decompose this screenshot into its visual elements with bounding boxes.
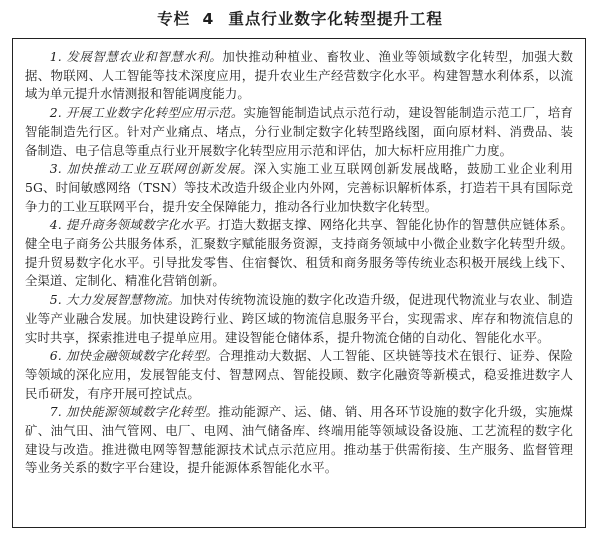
item-industry-demo bbox=[25, 104, 573, 160]
item-body: 实施智能制造试点示范行动，建设智能制造示范工厂，培育智能制造先行区。针对产业痛点、堵点，分行业制定数字化转型路线图，面向原材料、消费品、装备制造、电子信息等重点行业开展数字化转型应用示范和评估，加大标杆应用推广力度。 bbox=[25, 105, 573, 158]
item-agriculture-water bbox=[25, 48, 573, 104]
item-commerce bbox=[25, 216, 573, 291]
item-body: 推动能源产、运、储、销、用各环节设施的数字化升级，实施煤矿、油气田、油气管网、电厂、电网、油气储备库、终端用能等领域设备设施、工艺流程的数字化建设与改造。推进微电网等智慧能源技术试点示范应用。推动基于供需衔接、生产服务、监督管理等业务关系的数字平台建设，提升能源体系智能化水平。 bbox=[25, 404, 573, 476]
item-body: 加快对传统物流设施的数字化改造升级，促进现代物流业与农业、制造业等产业融合发展。加快建设跨行业、跨区域的物流信息服务平台，实现需求、库存和物流信息的实时共享，探索推进电子提单应用。建设智能仓储体系，提升物流仓储的自动化、智能化水平。 bbox=[25, 292, 573, 345]
item-finance bbox=[25, 347, 573, 403]
column-title-text: 重点行业数字化转型提升工程 bbox=[228, 10, 443, 28]
item-body: 加快推动种植业、畜牧业、渔业等领域数字化转型，加强大数据、物联网、人工智能等技术深度应用，提升农业生产经营数字化水平。构建智慧水利体系，以流域为单元提升水情测报和智能调度能力。 bbox=[25, 49, 574, 102]
item-heading: 3. 加快推动工业互联网创新发展。 bbox=[49, 161, 254, 177]
column-label: 专栏 4 bbox=[157, 10, 215, 28]
item-heading: 7. 加快能源领域数字化转型。 bbox=[49, 404, 219, 420]
item-heading: 5. 大力发展智慧物流。 bbox=[49, 292, 181, 308]
column-title bbox=[10, 8, 590, 32]
item-heading: 4. 提升商务领域数字化水平。 bbox=[49, 217, 219, 233]
item-energy bbox=[25, 403, 573, 478]
item-body: 深入实施工业互联网创新发展战略，鼓励工业企业利用 5G、时间敏感网络（TSN）等技术改造升级企业内外网，完善标识解析体系，打造若干具有国际竞争力的工业互联网平台，提升安全保障能力，推动各行业加快数字化转型。 bbox=[25, 161, 573, 214]
item-heading: 1. 发展智慧农业和智慧水利。 bbox=[49, 49, 223, 64]
item-industrial-internet bbox=[25, 160, 573, 216]
item-body: 打造大数据支撑、网络化共享、智能化协作的智慧供应链体系。健全电子商务公共服务体系，汇聚数字赋能服务资源，支持商务领域中小微企业数字化转型升级。提升贸易数字化水平。引导批发零售、住宿餐饮、租赁和商务服务等传统业态积极开展线上线下、全渠道、定制化、精准化营销创新。 bbox=[25, 217, 573, 289]
item-body: 合理推动大数据、人工智能、区块链等技术在银行、证券、保险等领域的深化应用，发展智能支付、智慧网点、智能投顾、数字化融资等新模式，稳妥推进数字人民币研发，有序开展可控试点。 bbox=[25, 348, 573, 401]
column-box bbox=[12, 38, 586, 528]
item-logistics bbox=[25, 291, 573, 347]
item-heading: 2. 开展工业数字化转型应用示范。 bbox=[49, 105, 244, 121]
item-heading: 6. 加快金融领域数字化转型。 bbox=[49, 348, 219, 364]
